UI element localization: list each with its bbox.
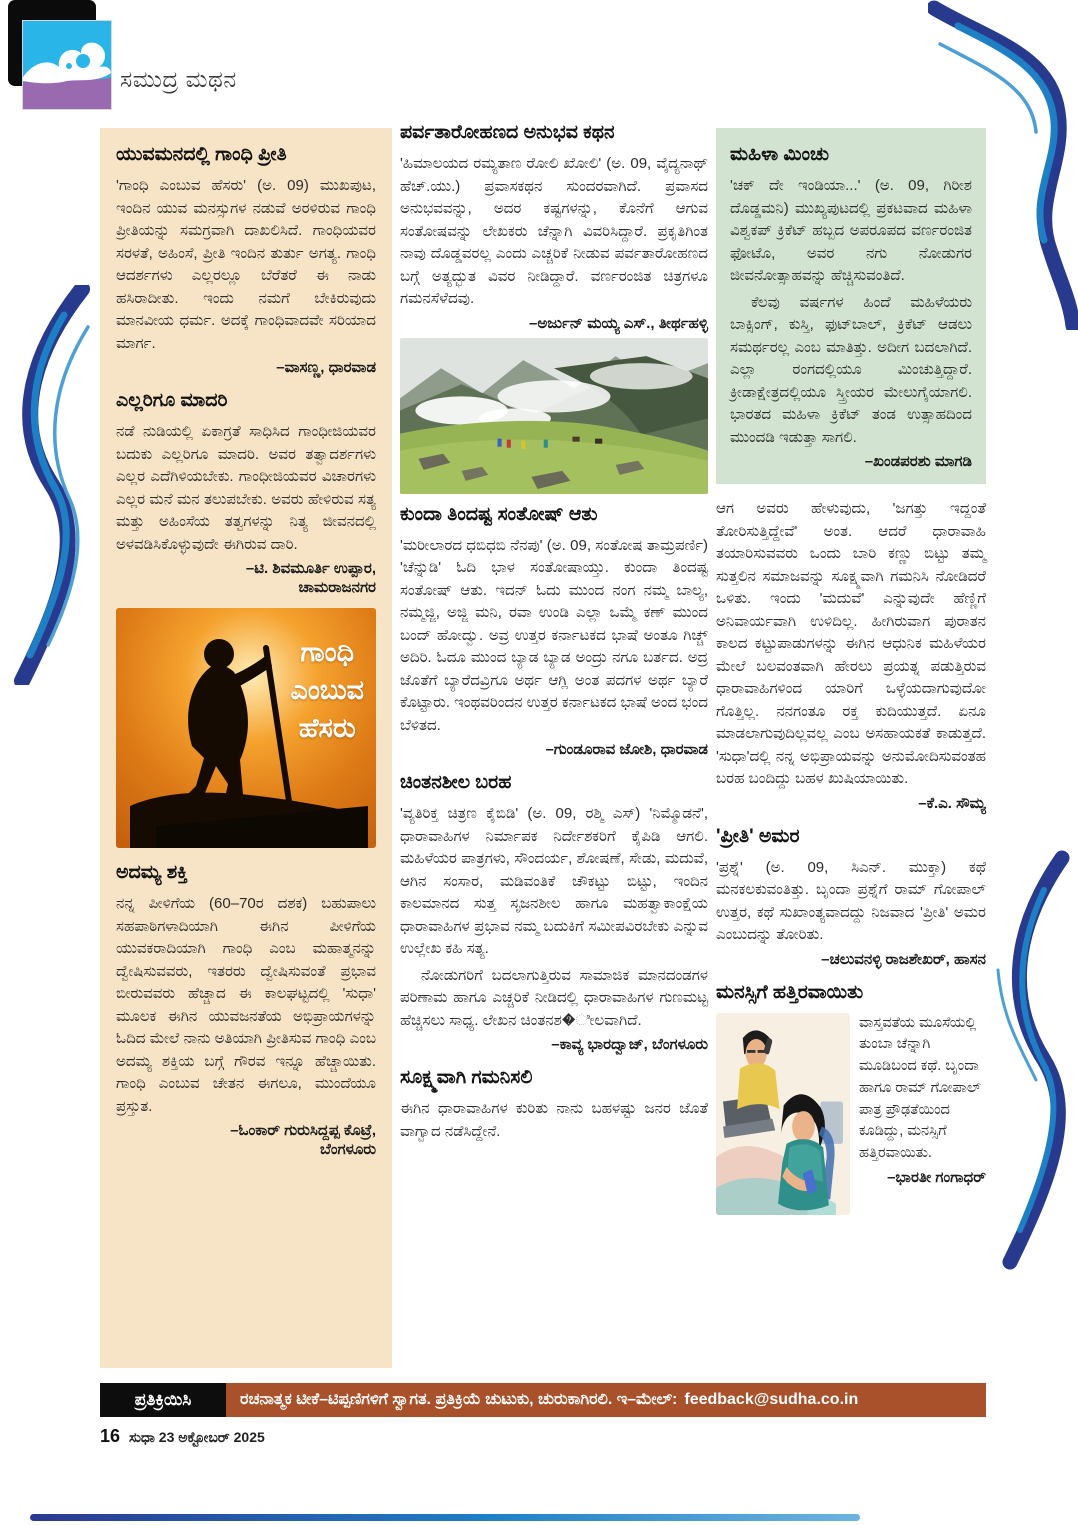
page-bottom-rule	[30, 1514, 860, 1521]
letter-heading: ಮಹಿಳಾ ಮಿಂಚು	[730, 144, 830, 165]
letter-body: 'ಹಿಮಾಲಯದ ರಮ್ಯತಾಣ ರೋಲಿ ಖೋಲಿ' (ಅ. 09, ವೈದ್ಯನಾಥ್ ಹೆಚ್.ಯು.) ಪ್ರವಾಸಕಥನ ಸುಂದರವಾಗಿದೆ. ಪ್ರವಾಸದ ಅನುಭವವನ್ನು, ಅದರ ಕಷ್ಟಗಳನ್ನು, ಕೊನೆಗೆ ಆಗುವ ಸಂತೋಷವನ್ನು ಲೇಖಕರು ಚೆನ್ನಾಗಿ ವಿವರಿಸಿದ್ದಾರೆ. ಪ್ರಕೃತಿಗಿಂತ ನಾವು ದೊಡ್ಡವರಲ್ಲ ಎಂದು ಎಚ್ಚರಿಕೆ ನೀಡುವ ಪರ್ವತಾರೋಹಣದ ಬಗ್ಗೆ ಅತ್ಯದ್ಭುತ ವಿವರ ನೀಡಿದ್ದಾರೆ. ವರ್ಣರಂಜಿತ ಚಿತ್ರಗಳೂ ಗಮನಸೆಳೆದವು.	[400, 155, 708, 307]
letter-article	[116, 390, 376, 596]
letter-article	[400, 772, 708, 1053]
letter-body: ನಡೆ ನುಡಿಯಲ್ಲಿ ಏಕಾಗ್ರತೆ ಸಾಧಿಸಿದ ಗಾಂಧೀಜಿಯವರ ಬದುಕು ಎಲ್ಲರಿಗೂ ಮಾದರಿ. ಅವರ ತತ್ವಾದರ್ಶಗಳು ಎಲ್ಲರ ಎದೆಗಿಳಿಯಬೇಕು. ಗಾಂಧೀಜಿಯವರ ವಿಚಾರಗಳು ಎಲ್ಲರ ಮನೆ ಮನ ತಲುಪಬೇಕು. ಅವರು ಹೇಳಿರುವ ಸತ್ಯ ಮತ್ತು ಅಹಿಂಸೆಯ ತತ್ವಗಳನ್ನು ನಿತ್ಯ ಜೀವನದಲ್ಲಿ ಅಳವಡಿಸಿಕೊಳ್ಳುವುದೇ ಈಗಿರುವ ದಾರಿ.	[116, 423, 376, 553]
feedback-bar	[100, 1383, 986, 1417]
letter-body: ಈಗಿನ ಧಾರಾವಾಹಿಗಳ ಕುರಿತು ನಾನು ಬಹಳಷ್ಟು ಜನರ ಜೊತೆ ವಾಗ್ವಾದ ನಡೆಸಿದ್ದೇನೆ.	[400, 1100, 708, 1140]
letter-body: ನೋಡುಗರಿಗೆ ಬದಲಾಗುತ್ತಿರುವ ಸಾಮಾಜಿಕ ಮಾನದಂಡಗಳ ಪರಿಣಾಮ ಹಾಗೂ ಎಚ್ಚರಿಕೆ ನೀಡಿದಲ್ಲಿ ಧಾರಾವಾಹಿಗಳ ಗುಣಮಟ್ಟ ಹೆಚ್ಚಿಸಲು ಸಾಧ್ಯ. ಲೇಖನ ಚಿಂತನಶ�ೀಲವಾಗಿದೆ.	[400, 966, 708, 1029]
letter-article	[400, 1067, 708, 1143]
page-footer	[100, 1426, 265, 1447]
himalaya-meadow-photo	[400, 338, 708, 494]
letter-article	[716, 982, 986, 1215]
wave-swirl-left-decoration	[0, 285, 96, 685]
letter-signature-place: ಚಾಮರಾಜನಗರ	[298, 579, 376, 596]
letter-article	[400, 504, 708, 759]
letter-signature: –ಗುಂಡೂರಾವ ಜೋಶಿ, ಧಾರವಾಡ	[545, 741, 708, 758]
letter-heading: ಅದಮ್ಯ ಶಕ್ತಿ	[116, 862, 188, 883]
letter-body: 'ಗಾಂಧಿ ಎಂಬುವ ಹೆಸರು' (ಅ. 09) ಮುಖಪುಟ, ಇಂದಿನ ಯುವ ಮನಸ್ಸುಗಳ ನಡುವೆ ಅರಳಿರುವ ಗಾಂಧಿ ಪ್ರೀತಿಯನ್ನು ಸಮಗ್ರವಾಗಿ ದಾಖಲಿಸಿದೆ. ಗಾಂಧಿಯವರ ಸರಳತೆ, ಅಹಿಂಸೆ, ಪ್ರೀತಿ ಇಂದಿನ ತುರ್ತು ಅಗತ್ಯ. ಗಾಂಧಿ ಆದರ್ಶಗಳು ಎಲ್ಲರಲ್ಲೂ ಬೆರೆತರೆ ಈ ನಾಡು ಹಸಿರಾದೀತು. ಇಂದು ನಮಗೆ ಬೇಕಿರುವುದು ಮಾನವೀಯ ಧರ್ಮ. ಅದಕ್ಕೆ ಗಾಂಧಿವಾದವೇ ಸರಿಯಾದ ಮಾರ್ಗ.	[116, 177, 376, 352]
feedback-email-link[interactable]: feedback@sudha.co.in	[684, 1391, 859, 1408]
letter-continuation	[716, 498, 986, 812]
mountain-photo-graphic	[400, 338, 708, 494]
letter-body: 'ಮರೀಲಾರದ ಧಬಿಧಬಿ ನೆನಪು' (ಅ. 09, ಸಂತೋಷ ತಾಮ್ರಪರ್ಣಿ) 'ಚೆನ್ನುಡಿ' ಓದಿ ಭಾಳ ಸಂತೋಷಾಯ್ತು. ಕುಂದಾ ತಿಂದಷ್ಟ ಸಂತೋಷ್ ಆತು. ಇದನ್ ಓದು ಮುಂದ ನಂಗ ನಮ್ಮ ಬಾಲ್ಯ, ನಮ್ಮಜ್ಜಿ, ಅಜ್ಜಿ ಮನಿ, ರವಾ ಉಂಡಿ ಎಲ್ಲಾ ಒಮ್ಮೆ ಕಣ್ ಮುಂದ ಬಂದ್ ಹೋದ್ವು. ಅವ್ರ ಉತ್ತರ ಕರ್ನಾಟಕದ ಭಾಷೆ ಅಂತೂ ಗಿಚ್ಚ್ ಅದಿರಿ. ಓದೂ ಮುಂದ ಬ್ಯಾಡ ಬ್ಯಾಡ ಅಂದ್ರು ನಗೂ ಬರ್ತದ. ಅದ್ರ ಜೊತೆಗೆ ಬ್ಯಾರೆದವ್ರಿಗೂ ಅರ್ಥ ಆಗ್ಲಿ ಅಂತ ಪದಗಳ ಅರ್ಥ ಬ್ಯಾರೆ ಕೊಟ್ಟಾರು. ಇಂಥವರಿಂದನ ಉತ್ತರ ಕರ್ನಾಟಕದ ಭಾಷೆ ಅಂದ ಭಂದ ಬೆಳಿತದ.	[400, 536, 708, 734]
letter-heading: ಚಿಂತನಶೀಲ ಬರಹ	[400, 772, 512, 793]
letter-body: 'ವ್ಯತಿರಿಕ್ತ ಚಿತ್ರಣ ಕೈಬಿಡಿ' (ಅ. 09, ರಶ್ಮಿ ಎಸ್) 'ನಿಮ್ಮೊಡನೆ', ಧಾರಾವಾಹಿಗಳ ನಿರ್ಮಾಪಕ ನಿರ್ದೇಶಕರಿಗೆ ಕೈಪಿಡಿ ಆಗಲಿ. ಮಹಿಳೆಯರ ಪಾತ್ರಗಳು, ಸೌಂದರ್ಯ, ಶೋಷಣೆ, ಸೇಡು, ಮದುವೆ, ಆಗಿನ ಸಂಸಾರ, ಮಡಿವಂತಿಕೆ ಚೌಕಟ್ಟು ಬಿಟ್ಟು, ಇಂದಿನ ಕಾಲಮಾನದ ಸುತ್ತ ಸೃಜನಶೀಲ ಹಾಗೂ ಮಹತ್ವಾಕಾಂಕ್ಷೆಯ ಧಾರಾವಾಹಿಗಳ ಪ್ರಭಾವ ನಮ್ಮ ಬದುಕಿಗೆ ಸಮೀಪವಿರಬೇಕು ಎನ್ನುವ ಉಲ್ಲೇಖ ಕಹಿ ಸತ್ಯ.	[400, 805, 708, 957]
letter-heading: ಎಲ್ಲರಿಗೂ ಮಾದರಿ	[116, 390, 228, 411]
letter-heading: 'ಪ್ರೀತಿ' ಅಮರ	[716, 825, 800, 847]
letter-article	[116, 862, 376, 1158]
letter-body: 'ಚಕ್ ದೇ ಇಂಡಿಯಾ...' (ಅ. 09, ಗಿರೀಶ ದೊಡ್ಡಮನಿ) ಮುಖ್ಯಪುಟದಲ್ಲಿ ಪ್ರಕಟವಾದ ಮಹಿಳಾ ವಿಶ್ವಕಪ್ ಕ್ರಿಕೆಟ್ ಹಬ್ಬದ ಅಪರೂಪದ ವರ್ಣರಂಜಿತ ಫೋಟೊ, ಅವರ ನಗು ನೋಡುಗರ ಜೀವನೋತ್ಸಾಹವನ್ನು ಹೆಚ್ಚಿಸುವಂತಿದೆ.	[730, 177, 972, 284]
letter-heading: ಯುವಮನದಲ್ಲಿ ಗಾಂಧಿ ಪ್ರೀತಿ	[116, 144, 287, 165]
section-title: ಸಮುದ್ರ ಮಥನ	[120, 66, 237, 92]
readers-couple-illustration	[716, 1013, 850, 1215]
letter-signature: –ಭಾರತೀ ಗಂಗಾಧರ್	[887, 1168, 986, 1186]
caption-line: ಹೆಸರು	[298, 712, 356, 743]
illustration-graphic	[716, 1013, 850, 1215]
letter-signature: –ಟಿ. ಶಿವಮೂರ್ತಿ ಉಪ್ಪಾರ,	[245, 560, 376, 577]
letter-signature: –ಕಾವ್ಯ ಭಾರದ್ವಾಜ್, ಬೆಂಗಳೂರು	[551, 1036, 708, 1053]
letter-signature: –ಖಂಡಪರಶು ಮಾಗಡಿ	[864, 453, 972, 470]
letter-body: ವಾಸ್ತವತೆಯ ಮೂಸೆಯಲ್ಲಿ ತುಂಬಾ ಚೆನ್ನಾಗಿ ಮೂಡಿಬಂದ ಕಥೆ. ಬೃಂದಾ ಹಾಗೂ ರಾಮ್ ಗೋಪಾಲ್ ಪಾತ್ರ ಪ್ರೌಢತೆಯಿಂದ ಕೂಡಿದ್ದು, ಮನಸ್ಸಿಗೆ ಹತ್ತಿರವಾಯಿತು.	[859, 1014, 981, 1161]
feedback-message-text: ರಚನಾತ್ಮಕ ಟೀಕೆ–ಟಿಪ್ಪಣಿಗಳಿಗೆ ಸ್ವಾಗತ. ಪ್ರತಿಕ್ರಿಯೆ ಚುಟುಕು, ಚುರುಕಾಗಿರಲಿ. ಇ–ಮೇಲ್:	[240, 1391, 678, 1408]
feedback-message	[226, 1383, 986, 1417]
letter-body: ಕೆಲವು ವರ್ಷಗಳ ಹಿಂದೆ ಮಹಿಳೆಯರು ಬಾಕ್ಸಿಂಗ್, ಕುಸ್ತಿ, ಫುಟ್‌ಬಾಲ್, ಕ್ರಿಕೆಟ್ ಆಡಲು ಸಮರ್ಥರಲ್ಲ ಎಂಬ ಮಾತಿತ್ತು. ಅದೀಗ ಬದಲಾಗಿದೆ. ಎಲ್ಲಾ ರಂಗದಲ್ಲಿಯೂ ಮಿಂಚುತ್ತಿದ್ದಾರೆ. ಕ್ರೀಡಾಕ್ಷೇತ್ರದಲ್ಲಿಯೂ ಸ್ತ್ರೀಯರ ಮೇಲುಗೈಯಾಗಲಿ. ಭಾರತದ ಮಹಿಳಾ ಕ್ರಿಕೆಟ್ ತಂಡ ಉತ್ಸಾಹದಿಂದ ಮುಂದಡಿ ಇಡುತ್ತಾ ಸಾಗಲಿ.	[730, 293, 972, 446]
gandhi-statue-image	[116, 608, 376, 848]
letter-heading: ಕುಂದಾ ತಿಂದಷ್ಟ ಸಂತೋಷ್ ಆತು	[400, 503, 598, 525]
letter-body: 'ಪ್ರಶ್ನೆ' (ಅ. 09, ಸಿಎನ್. ಮುಕ್ತಾ) ಕಥೆ ಮನಕಲಕುವಂತಿತ್ತು. ಬೃಂದಾ ಪ್ರಶ್ನೆಗೆ ರಾಮ್ ಗೋಪಾಲ್ ಉತ್ತರ, ಕಥೆ ಸುಖಾಂತ್ಯವಾದದ್ದು ನಿಜವಾದ 'ಪ್ರೀತಿ' ಅಮರ ಎಂಬುದನ್ನು ತೋರಿತು.	[716, 858, 986, 943]
letters-column-middle	[400, 118, 708, 1147]
caption-line: ಎಂಬುವ	[290, 674, 364, 705]
letter-body: ನನ್ನ ಪೀಳಿಗೆಯ (60–70ರ ದಶಕ) ಬಹುಪಾಲು ಸಹಪಾಠಿಗಳಾದಿಯಾಗಿ ಈಗಿನ ಪೀಳಿಗೆಯ ಯುವಕರಾದಿಯಾಗಿ ಗಾಂಧಿ ಎಂಬ ಮಹಾತ್ಮನನ್ನು ದ್ವೇಷಿಸುವವರು, ಇತರರು ದ್ವೇಷಿಸುವಂತೆ ಪ್ರಭಾವ ಬೀರುವವರು ಹೆಚ್ಚಾದ ಈ ಕಾಲಘಟ್ಟದಲ್ಲಿ 'ಸುಧಾ' ಮೂಲಕ ಈಗಿನ ಯುವಜನತೆಯ ಅಭಿಪ್ರಾಯಗಳನ್ನು ಓದಿದ ಮೇಲೆ ನಾನು ಅತಿಯಾಗಿ ಪ್ರೀತಿಸುವ ಗಾಂಧಿ ಎಂಬ ಅದಮ್ಯ ಶಕ್ತಿಯ ಬಗ್ಗೆ ಗೌರವ ಇನ್ನೂ ಹೆಚ್ಚಾಯಿತು. ಗಾಂಧಿ ಎಂಬುವ ಚೇತನ ಈಗಲೂ, ಮುಂದೆಯೂ ಪ್ರಸ್ತುತ.	[116, 895, 376, 1115]
wave-splash-icon	[23, 21, 111, 109]
letter-signature: –ಓಂಕಾರ್ ಗುರುಸಿದ್ದಪ್ಪ ಕೊಟ್ರೆ,	[230, 1122, 376, 1139]
letter-signature: –ಕೆ.ಎ. ಸೌಮ್ಯ	[918, 794, 986, 812]
letter-heading: ಪರ್ವತಾರೋಹಣದ ಅನುಭವ ಕಥನ	[400, 122, 615, 143]
letter-body: ಆಗ ಅವರು ಹೇಳುವುದು, 'ಜಗತ್ತು ಇದ್ದಂತೆ ತೋರಿಸುತ್ತಿದ್ದೇವೆ' ಅಂತ. ಆದರೆ ಧಾರಾವಾಹಿ ತಯಾರಿಸುವವರು ಒಂದು ಬಾರಿ ಕಣ್ಣು ಬಿಟ್ಟು ತಮ್ಮ ಸುತ್ತಲಿನ ಸಮಾಜವನ್ನು ಸೂಕ್ಷ್ಮವಾಗಿ ಗಮನಿಸಿ ನೋಡಿದರೆ ಒಳಿತು. ಇಂದು 'ಮದುವೆ' ಎನ್ನುವುದೇ ಹೆಣ್ಣಿಗೆ ಅನಿವಾರ್ಯವಾಗಿ ಉಳಿದಿಲ್ಲ. ಹೀಗಿರುವಾಗ ಪುರಾತನ ಕಾಲದ ಕಟ್ಟುಪಾಡುಗಳನ್ನು ಈಗಿನ ಆಧುನಿಕ ಮಹಿಳೆಯರ ಮೇಲೆ ಬಲವಂತವಾಗಿ ಹೇರಲು ಪ್ರಯತ್ನ ಪಡುತ್ತಿರುವ ಧಾರಾವಾಹಿಗಳಿಂದ ಯಾರಿಗೆ ಒಳ್ಳೆಯದಾಗುವುದೋ ಗೊತ್ತಿಲ್ಲ. ನನಗಂತೂ ರಕ್ತ ಕುದಿಯುತ್ತದೆ. ಏನೂ ಮಾಡಲಾಗುವುದಿಲ್ಲವಲ್ಲ ಎಂಬ ಅಸಹಾಯಕತೆ ಕಾಡುತ್ತದೆ. 'ಸುಧಾ'ದಲ್ಲಿ ನನ್ನ ಅಭಿಪ್ರಾಯವನ್ನು ಅನುಮೋದಿಸುವಂತಹ ಬರಹ ಬಂದಿದ್ದು ಬಹಳ ಖುಷಿಯಾಯಿತು.	[716, 500, 986, 787]
letter-article	[716, 826, 986, 968]
gandhi-image-caption	[291, 634, 365, 747]
letter-article	[400, 122, 708, 332]
letter-signature: –ಅರ್ಜುನ್ ಮಯ್ಯ ಎಸ್., ತೀರ್ಥಹಳ್ಳಿ	[529, 314, 708, 332]
letter-signature: –ವಾಸಣ್ಣ, ಧಾರವಾಡ	[276, 359, 376, 376]
letters-column-left	[100, 128, 392, 1368]
letter-heading: ಮನಸ್ಸಿಗೆ ಹತ್ತಿರವಾಯಿತು	[716, 981, 864, 1003]
page-number: 16	[100, 1426, 121, 1446]
caption-line: ಗಾಂಧಿ	[300, 637, 355, 667]
letter-signature-place: ಬೆಂಗಳೂರು	[319, 1141, 376, 1158]
letter-signature: –ಚಲುವನಳ್ಳಿ ರಾಜಶೇಖರ್, ಹಾಸನ	[821, 950, 986, 968]
letter-heading: ಸೂಕ್ಷ್ಮವಾಗಿ ಗಮನಿಸಲಿ	[400, 1067, 533, 1088]
letter-text-beside-illustration	[859, 1013, 986, 1215]
feedback-label: ಪ್ರತಿಕ್ರಿಯಿಸಿ	[100, 1383, 226, 1417]
highlight-letter-box	[716, 128, 986, 484]
wave-swirl-right-decoration	[992, 850, 1078, 1270]
letter-article	[116, 144, 376, 376]
section-logo	[22, 20, 112, 110]
edition-label: ಸುಧಾ 23 ಅಕ್ಟೋಬರ್ 2025	[129, 1429, 265, 1445]
letters-column-right	[716, 128, 986, 1215]
